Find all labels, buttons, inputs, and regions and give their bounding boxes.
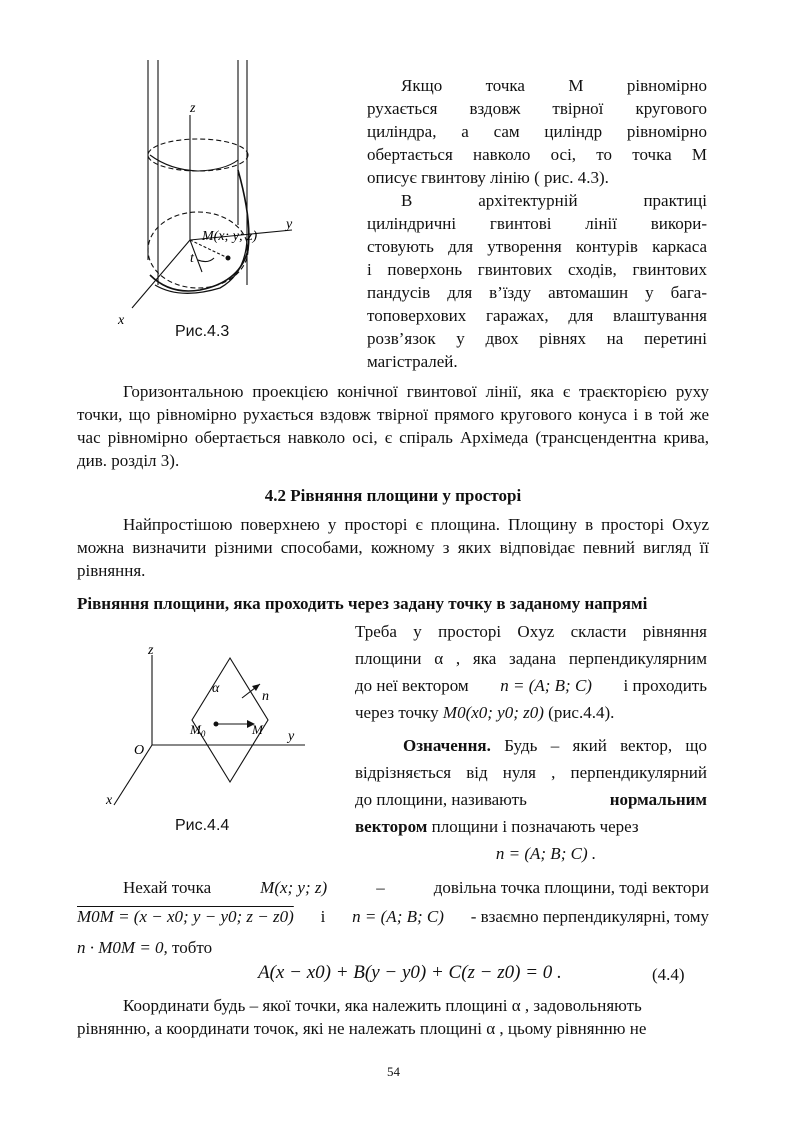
figure-4-3-caption: Рис.4.3 [175, 323, 230, 340]
right-text-block-2 [355, 620, 707, 865]
rb2-def-l3a: до площини, називають [355, 790, 527, 809]
rb1-line-9: і поверхонь гвинтових сходів, гвинтових [367, 260, 707, 279]
rb2-line-3-a: до неї вектором [355, 676, 469, 695]
term-normal: нормальним [609, 790, 707, 809]
rb2-line-4-c: (рис.4.4). [548, 703, 615, 722]
let-line-3 [77, 936, 709, 959]
fig44-m0-sub: 0 [200, 729, 206, 739]
right-text-block-1 [367, 74, 707, 373]
let-l1d: довільна точка площини, тоді вектори [433, 878, 709, 897]
let-line-2 [77, 905, 709, 928]
paragraph-archimedes: Горизонтальною проекцією конічної гвинтової лінії, яка є траєкторією руху точки, що рівномірно рухається вздовж твірної прямого кругового конуса і в той же час рівномірно обертається навколо осі, є спіраль Архімеда (трансцендентна крива, див. розділ 3). [77, 382, 709, 470]
let-l2b: і [320, 907, 326, 926]
fig43-z-label: z [190, 101, 196, 116]
rb1-line-6: В архітектурній практиці [401, 191, 707, 210]
fig43-point-label: M(x; y; z) [202, 229, 258, 244]
point-m0 [214, 722, 219, 727]
paragraph-let-point [77, 876, 709, 959]
fig43-x-label: x [118, 313, 125, 328]
rb1-line-3: циліндра, а сам циліндр рівномірно [367, 122, 707, 141]
last-line-2: рівнянню, а координати точок, які не належать площині α , цьому рівнянню не [77, 1019, 647, 1038]
point-m-inline: M(x; y; z) [260, 878, 328, 897]
section-title: 4.2 Рівняння площини у просторі [264, 486, 522, 505]
point-m [226, 256, 231, 261]
rb2-line-3 [355, 674, 707, 697]
rb1-line-4: обертається навколо осі, то точка M [367, 145, 707, 164]
rb2-line-2: площини α , яка задана перпендикулярним [355, 649, 707, 668]
fig44-n-label: n [262, 689, 269, 704]
figure-4-4 [100, 640, 340, 840]
definition-formula: n = (A; B; C) . [495, 844, 597, 863]
fig44-y-label: y [288, 729, 295, 744]
rb1-line-2: рухається вздовж твірної кругового [367, 99, 707, 118]
rb2-def-l1: Будь – який вектор, що [504, 736, 708, 755]
normal-vector-inline: n = (A; B; C) [500, 676, 592, 695]
fig43-t-label: t [190, 251, 194, 266]
paragraph-last [77, 994, 709, 1040]
point-m0-inline: M0(x0; y0; z0) [442, 703, 544, 722]
plane-alpha [192, 658, 268, 782]
rb1-line-7: циліндричні гвинтові лінії викори- [367, 214, 707, 233]
rb2-def-line-2: відрізняється від нуля , перпендикулярний [355, 763, 707, 782]
rb1-line-5: описує гвинтову лінію ( рис. 4.3). [367, 168, 609, 187]
let-l2d: - взаємно перпендикулярні, тому [470, 907, 709, 926]
fig44-origin-label: O [134, 743, 145, 758]
rb1-line-10: пандусів для в’їзду автомашин у бага- [367, 283, 707, 302]
rb2-def-l4b: площини і позначають через [431, 817, 639, 836]
rb2-def-line-1 [355, 734, 707, 757]
definition-label: Означення. [403, 736, 491, 755]
fig44-z-label: z [148, 643, 154, 658]
let-l1a: Нехай точка [123, 878, 212, 897]
vector-m0m: M0M = (x − x0; y − y0; z − z0) [77, 907, 294, 926]
rb1-line-11: топоверхових гаражах, для влаштування [367, 306, 707, 325]
rb1-line-8: стовують для утворення контурів каркаса [367, 237, 707, 256]
fig44-alpha-label: α [212, 681, 220, 696]
rb2-line-3-c: і проходить [623, 676, 707, 695]
equation-number: (4.4) [652, 965, 685, 984]
rb2-line-4-a: через точку [355, 703, 439, 722]
let-line-1 [77, 876, 709, 899]
rb2-def-line-4 [355, 815, 707, 838]
equation-4-4: A(x − x0) + B(y − y0) + C(z − z0) = 0 . [258, 962, 562, 983]
vector-n-inline: n = (A; B; C) [352, 907, 444, 926]
rb1-line-13: магістралей. [367, 352, 458, 371]
fig44-x-label: x [106, 793, 113, 808]
dot-product: n · M0M = 0, [77, 938, 168, 957]
let-l1c: – [376, 878, 385, 897]
paragraph-plane: Найпростішою поверхнею у просторі є площина. Площину в просторі Oxyz можна визначити різними способами, кожному з яких відповідає певний вигляд її рівняння. [77, 515, 709, 580]
rb1-line-1: Якщо точка M рівномірно [401, 76, 707, 95]
term-vector: вектором [355, 817, 428, 836]
rb2-line-1: Треба у просторі Oxyz скласти рівняння [355, 622, 707, 641]
page-number: 54 [387, 1064, 400, 1079]
figure-4-4-caption: Рис.4.4 [175, 817, 230, 834]
last-line-1: Координати будь – якої точки, яка належить площині α , задовольняють [123, 996, 642, 1015]
subheading: Рівняння площини, яка проходить через задану точку в заданому напрямі [77, 594, 648, 613]
fig43-y-label: y [286, 217, 293, 232]
let-l3b: тобто [172, 938, 213, 957]
rb1-line-12: розв’язок у двох рівнях на перетині [367, 329, 707, 348]
x-axis-line [114, 745, 152, 805]
figure-4-3 [110, 60, 340, 350]
fig44-m-label: M [252, 722, 263, 737]
fig44-m0-label [189, 722, 206, 739]
x-axis-line [132, 240, 190, 308]
fig44-m0-letter: M [190, 722, 201, 737]
rb2-def-line-3 [355, 788, 707, 811]
rb2-line-4 [355, 701, 707, 724]
